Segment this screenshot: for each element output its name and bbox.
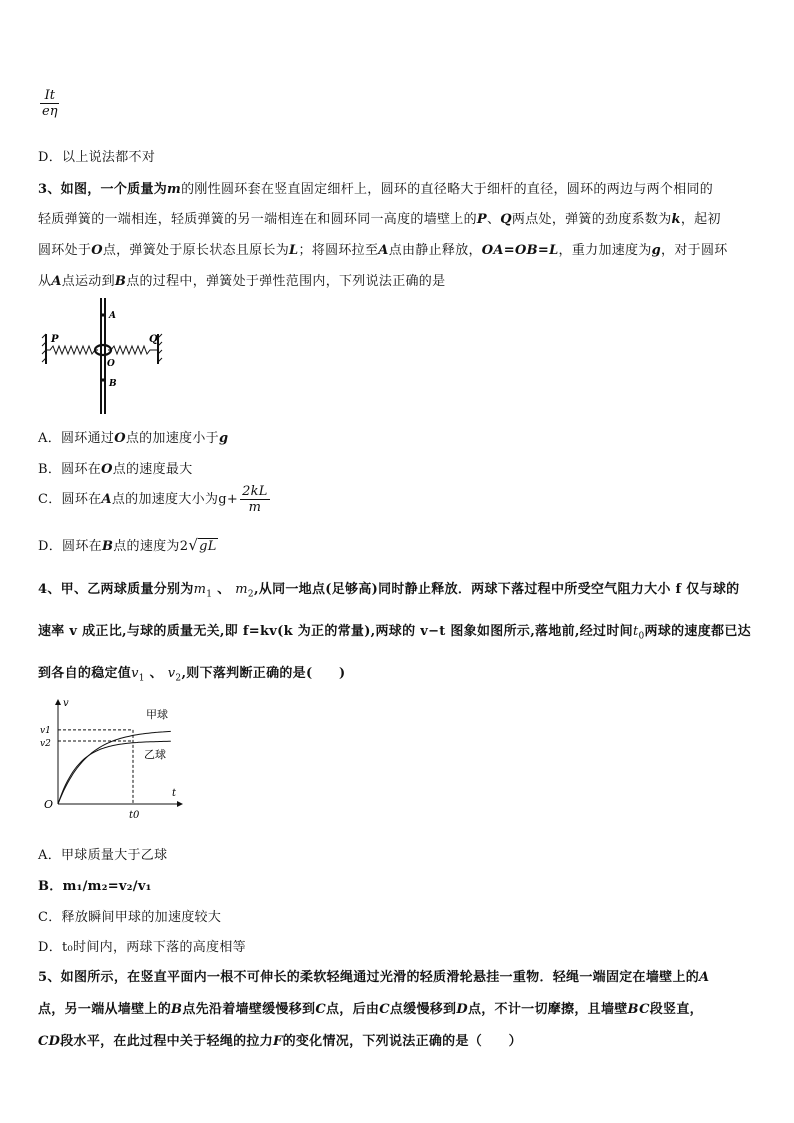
q3-spring-ring-figure [40, 296, 170, 418]
q5-stem-line-2: 点，另一端从墙壁上的B点先沿着墙壁缓慢移到C点，后由C点缓慢移到D点，不计一切摩擦，且墙壁BC段竖直， [38, 1002, 703, 1017]
top-fraction-numerator: It [40, 88, 59, 104]
curve-series-1 [58, 731, 171, 804]
right-spring [108, 346, 158, 354]
label-b: B [109, 379, 117, 389]
q5-stem-line-1: 5、如图所示，在竖直平面内一根不可伸长的柔软轻绳通过光滑的轻质滑轮悬挂一重物．轻绳一端固定在墙壁上的A [38, 970, 710, 985]
left-spring [46, 346, 98, 354]
x-tick-label-t0: t0 [129, 810, 140, 821]
point-b-dot [101, 378, 104, 381]
top-fraction [40, 88, 59, 119]
q5-stem-line-3: CD段水平，在此过程中关于轻绳的拉力F的变化情况，下列说法正确的是（ ） [38, 1034, 522, 1049]
q4-stem-line-3: 到各自的稳定值$v_1$ 、 $v_2$,则下落判断正确的是( ) [38, 666, 346, 684]
origin-label: O [44, 798, 54, 811]
y-axis-label: v [63, 698, 69, 709]
q4-stem-line-1: 4、甲、乙两球质量分别为$m_1$ 、 $m_2$,从同一地点(足够高)同时静止释放．两球下落过程中所受空气阻力大小 f 仅与球的 [38, 582, 740, 600]
q3-stem-line-3: 圆环处于O点，弹簧处于原长状态且原长为L；将圆环拉至A点由静止释放，OA=OB=L，重力加速度为g，对于圆环 [38, 243, 728, 258]
option-c-numerator: 2kL [242, 484, 268, 499]
label-o: O [107, 359, 115, 369]
y-tick-label-2: v2 [40, 739, 51, 750]
label-p: P [51, 334, 59, 345]
q3-option-a: A．圆环通过O点的加速度小于g [38, 431, 229, 446]
q4-option-d: D．t₀时间内，两球下落的高度相等 [38, 940, 246, 955]
q4-stem-line-2: 速率 v 成正比,与球的质量无关,即 f=kv(k 为正的常量),两球的 v−t 图象如图所示,落地前,经过时间$t_0$两球的速度都已达 [38, 624, 751, 642]
series-label-2: 乙球 [144, 748, 166, 762]
sqrt-sign: √ [188, 536, 199, 554]
q4-option-c: C．释放瞬间甲球的加速度较大 [38, 910, 222, 925]
q3-option-d: D．圆环在B点的速度为2√gL [38, 536, 217, 554]
sqrt-radicand: gL [199, 539, 217, 554]
q3-stem-line-1: 3、如图，一个质量为m的刚性圆环套在竖直固定细杆上，圆环的直径略大于细杆的直径，圆环的两边与两个相同的 [38, 182, 714, 197]
q3-stem-line-2: 轻质弹簧的一端相连，轻质弹簧的另一端相连在和圆环同一高度的墙壁上的P、Q两点处，弹簧的劲度系数为k，起初 [38, 212, 721, 227]
q3-option-b: B．圆环在O点的速度最大 [38, 462, 193, 477]
option-c-denominator: m [248, 500, 262, 515]
q4-vt-chart [38, 696, 188, 828]
q3-stem-line-4: 从A点运动到B点的过程中，弹簧处于弹性范围内，下列说法正确的是 [38, 274, 446, 289]
x-axis-label: t [172, 788, 177, 799]
q3-option-c: C．圆环在A点的加速度大小为g+ $\frac{2kL}{m}$ [38, 484, 268, 515]
point-a-dot [101, 313, 104, 316]
top-fraction-denominator: eη [42, 104, 58, 119]
q4-option-a: A．甲球质量大于乙球 [38, 848, 168, 863]
series-label-1: 甲球 [146, 707, 168, 721]
q4-option-b: B．m₁/m₂=v₂/v₁ [38, 879, 152, 894]
y-tick-label-1: v1 [40, 725, 51, 736]
label-q: Q [149, 334, 158, 345]
label-a: A [109, 311, 116, 321]
q2-option-d: D．以上说法都不对 [38, 150, 156, 165]
